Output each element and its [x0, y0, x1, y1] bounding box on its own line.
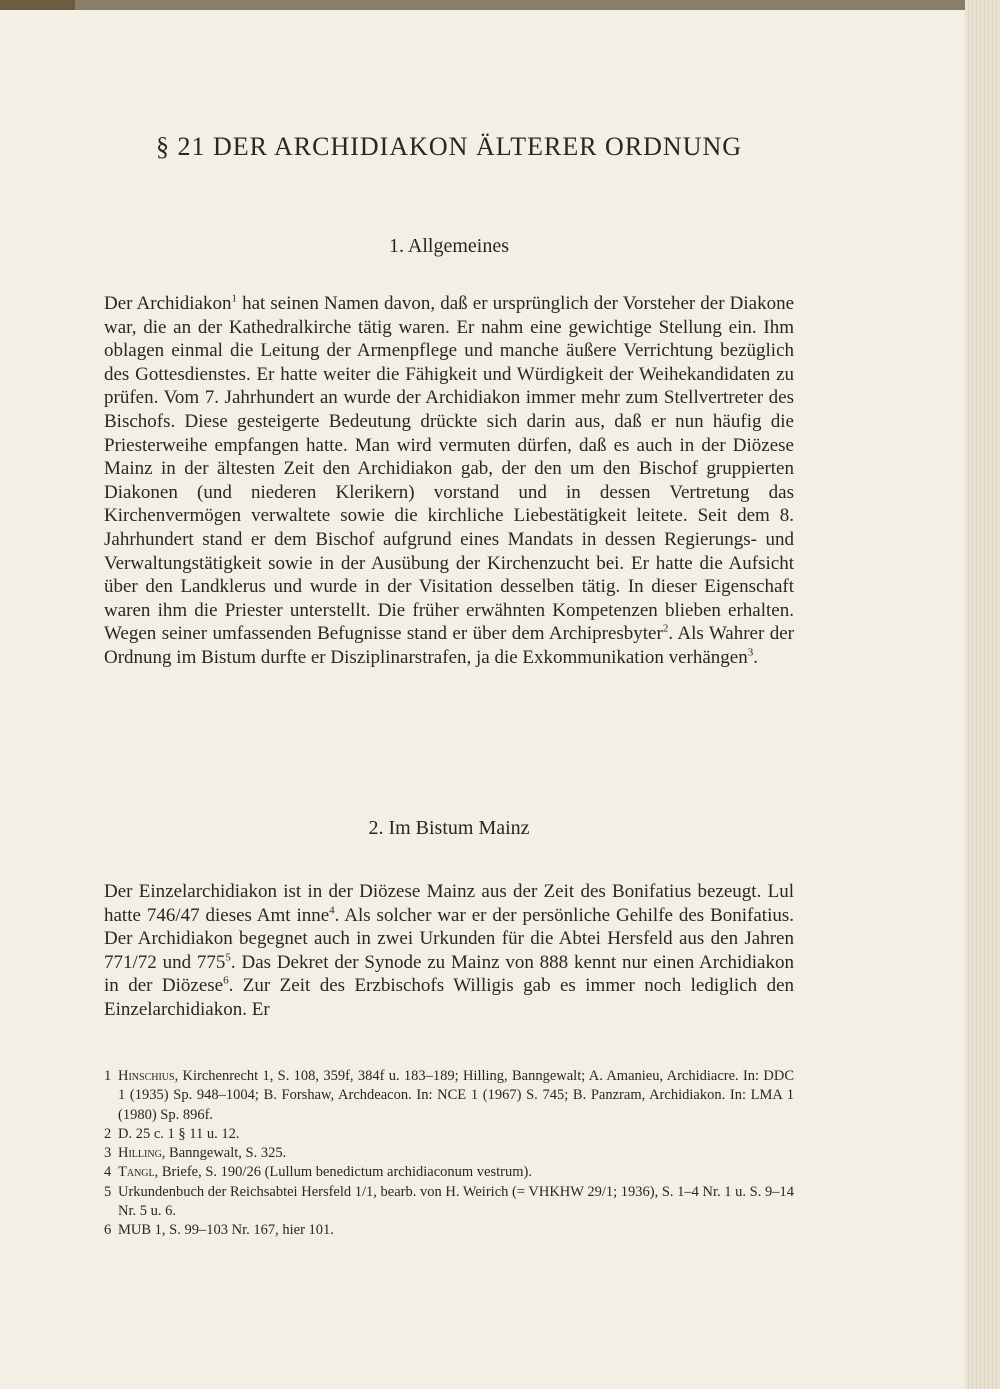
section-heading: § 21 DER ARCHIDIAKON ÄLTERER ORDNUNG — [155, 132, 743, 161]
subsection-title-allgemeines: 1. Allgemeines — [389, 235, 509, 257]
footnote-5: 5 Urkundenbuch der Reichsabtei Hersfeld 1/1, bearb. von H. Weirich (= VHKHW 29/1; 1936), S. 1–4 Nr. 1 u. S. 9–14 Nr. 5 u. 6. — [104, 1183, 794, 1220]
footnote-6: 6 MUB 1, S. 99–103 Nr. 167, hier 101. — [104, 1222, 334, 1239]
footnote-2: 2 D. 25 c. 1 § 11 u. 12. — [104, 1125, 240, 1142]
footnote-ref-1[interactable]: 1 — [231, 292, 237, 305]
footnote-1: 1 Hinschius, Kirchenrecht 1, S. 108, 359f, 384f u. 183–189; Hilling, Banngewalt; A. Amanieu, Archidiacre. In: DDC 1 (1935) Sp. 948–1004; B. Forshaw, Archdeacon. In: NCE 1 (1967) S. 745; B. Panzram, Archidiakon. In: LMA 1 (1980) Sp. 896f. — [104, 1068, 794, 1123]
book-page — [0, 10, 966, 1389]
footnote-ref-6[interactable]: 6 — [223, 975, 229, 988]
footnote-ref-2[interactable]: 2 — [662, 622, 669, 635]
footnotes-section — [104, 1067, 794, 1241]
footnote-ref-5[interactable]: 5 — [225, 951, 231, 964]
paragraph-bistum-mainz: Der Einzelarchidiakon ist in der Diözese Mainz aus der Zeit des Bonifatius bezeugt. Lul hatte 746/47 dieses Amt inne$^4$. Als solcher war er der persönliche Gehilfe des Bonifatius. Der Archidiakon begegnet auch in zwei Urkunden für die Abtei Hersfeld aus den Jahren 771/72 und $775^5$. Das Dekret der Synode zu Mainz von 888 kennt nur einen Archidiakon in der Diözese$^6$. Zur Zeit des Erzbischofs Willigis gab es immer noch lediglich den Einzelarchidiakon. Er — [104, 881, 795, 1020]
footnote-ref-3[interactable]: 3 — [747, 646, 754, 659]
scan-top-band — [0, 0, 1000, 10]
subsection-title-bistum-mainz: 2. Im Bistum Mainz — [368, 817, 530, 839]
footnote-3: 3 Hilling, Banngewalt, S. 325. — [104, 1145, 287, 1162]
page-edges — [965, 0, 1000, 1389]
footnote-ref-4[interactable]: 4 — [329, 904, 335, 917]
footnote-4: 4 Tangl, Briefe, S. 190/26 (Lullum benedictum archidiaconum vestrum). — [104, 1164, 532, 1181]
paragraph-allgemeines: Der Archidiakon$^1$ hat seinen Namen davon, daß er ursprünglich der Vorsteher der Diakone war, die an der Kathedralkirche tätig waren. Er nahm eine gewichtige Stellung ein. Ihm oblagen einmal die Leitung der Armenpflege und manche äußere Verrichtung bezüglich des Gottesdienstes. Er hatte weiter die Fähigkeit und Würdigkeit der Weihekandidaten zu prüfen. Vom 7. Jahrhundert an wurde der Archidiakon immer mehr zum Stellvertreter des Bischofs. Diese gesteigerte Bedeutung drückte sich darin aus, daß er nun häufig die Priesterweihe empfangen hatte. Man wird vermuten dürfen, daß es auch in der Diözese Mainz in der ältesten Zeit den Archidiakon gab, der den um den Bischof gruppierten Diakonen (und niederen Klerikern) vorstand und in dessen Vertretung das Kirchenvermögen verwaltete sowie die kirchliche Liebestätigkeit leitete. Seit dem 8. Jahrhundert stand er dem Bischof aufgrund eines Mandats in dessen Regierungs- und Verwaltungstätigkeit sowie in der Ausübung der Kirchenzucht bei. Er hatte die Aufsicht über den Landklerus und wurde in der Visitation desselben tätig. In dieser Eigenschaft waren ihm die Priester unterstellt. Die früher erwähnten Kompetenzen blieben erhalten. Wegen seiner umfassenden Befugnisse stand er über dem Archipresbyter$^2$. Als Wahrer der Ordnung im Bistum durfte er Disziplinarstrafen, ja die Exkommunikation verhängen$^3$. — [104, 292, 795, 668]
